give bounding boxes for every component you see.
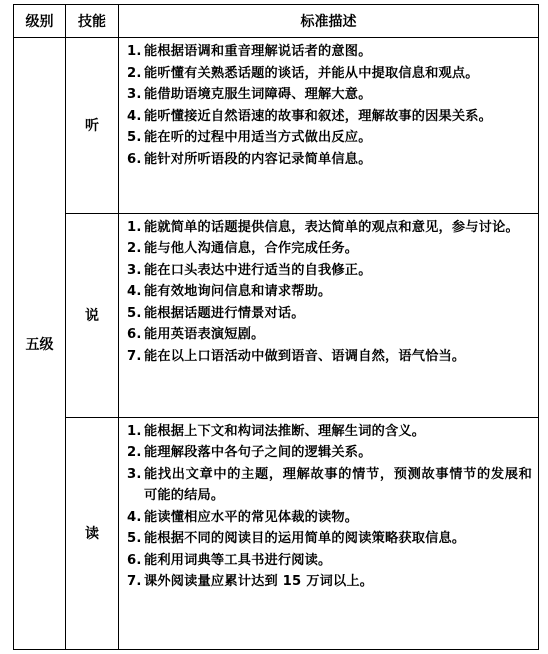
list-item xyxy=(127,507,532,529)
list-listening xyxy=(127,41,532,170)
description-speaking xyxy=(119,213,539,417)
item-number: 6. xyxy=(127,327,142,343)
item-number: 2. xyxy=(127,65,142,81)
item-text: 课外阅读量应累计达到 15 万词以上。 xyxy=(144,574,374,590)
item-text: 能在听的过程中用适当方式做出反应。 xyxy=(144,130,372,145)
item-number: 3. xyxy=(127,466,142,482)
list-item xyxy=(127,346,532,368)
item-number: 1. xyxy=(127,219,142,235)
header-row xyxy=(14,5,539,38)
section-row-reading xyxy=(14,417,539,649)
item-text: 能根据不同的阅读目的运用简单的阅读策略获取信息。 xyxy=(144,531,466,547)
item-text: 能找出文章中的主题，理解故事的情节，预测故事情节的发展和可能的结局。 xyxy=(144,466,532,504)
item-number: 5. xyxy=(127,531,142,547)
item-text: 能听懂接近自然语速的故事和叙述，理解故事的因果关系。 xyxy=(144,108,493,124)
list-item xyxy=(127,303,532,325)
header-standard: 标准描述 xyxy=(119,5,539,38)
description-listening xyxy=(119,38,539,214)
section-row-listening xyxy=(14,38,539,214)
item-text: 能在口头表达中进行适当的自我修正。 xyxy=(144,262,372,278)
list-item xyxy=(127,550,532,572)
header-skill: 技能 xyxy=(66,5,119,38)
standards-table xyxy=(13,4,539,650)
item-text: 能利用词典等工具书进行阅读。 xyxy=(144,552,332,568)
list-item xyxy=(127,238,532,260)
list-item xyxy=(127,528,532,550)
list-item xyxy=(127,281,532,303)
item-number: 3. xyxy=(127,87,142,102)
item-text: 能根据语调和重音理解说话者的意图。 xyxy=(144,44,372,59)
item-text: 能用英语表演短剧。 xyxy=(144,327,265,343)
item-number: 2. xyxy=(127,445,142,461)
item-number: 4. xyxy=(127,108,142,124)
item-number: 1. xyxy=(127,423,142,439)
list-reading xyxy=(127,421,532,593)
item-text: 能借助语境克服生词障碍、理解大意。 xyxy=(144,87,372,102)
skill-speaking: 说 xyxy=(66,213,119,417)
list-item xyxy=(127,84,532,106)
item-number: 4. xyxy=(127,284,142,300)
item-text: 能针对所听语段的内容记录简单信息。 xyxy=(144,151,372,167)
list-item xyxy=(127,442,532,464)
item-number: 4. xyxy=(127,509,142,525)
list-item xyxy=(127,127,532,149)
item-number: 2. xyxy=(127,241,142,257)
item-number: 5. xyxy=(127,130,142,145)
list-speaking xyxy=(127,217,532,368)
item-text: 能有效地询问信息和请求帮助。 xyxy=(144,284,332,300)
header-level: 级别 xyxy=(14,5,66,38)
item-text: 能就简单的话题提供信息，表达简单的观点和意见，参与讨论。 xyxy=(144,219,519,235)
level-cell: 五级 xyxy=(14,38,66,650)
item-number: 7. xyxy=(127,574,142,590)
item-number: 6. xyxy=(127,552,142,568)
list-item xyxy=(127,324,532,346)
item-text: 能根据话题进行情景对话。 xyxy=(144,305,305,321)
skill-reading: 读 xyxy=(66,417,119,649)
item-text: 能听懂有关熟悉话题的谈话，并能从中提取信息和观点。 xyxy=(144,65,479,81)
list-item xyxy=(127,421,532,443)
list-item xyxy=(127,106,532,128)
item-text: 能在以上口语活动中做到语音、语调自然，语气恰当。 xyxy=(144,348,466,364)
list-item xyxy=(127,41,532,63)
list-item xyxy=(127,217,532,239)
skill-listening: 听 xyxy=(66,38,119,214)
item-text: 能读懂相应水平的常见体裁的读物。 xyxy=(144,509,359,525)
item-text: 能理解段落中各句子之间的逻辑关系。 xyxy=(144,445,372,461)
item-number: 1. xyxy=(127,44,142,59)
list-item xyxy=(127,464,532,507)
item-text: 能与他人沟通信息，合作完成任务。 xyxy=(144,241,359,257)
item-number: 7. xyxy=(127,348,142,364)
item-number: 6. xyxy=(127,151,142,167)
list-item xyxy=(127,571,532,593)
list-item xyxy=(127,149,532,171)
list-item xyxy=(127,260,532,282)
item-number: 3. xyxy=(127,262,142,278)
item-number: 5. xyxy=(127,305,142,321)
section-row-speaking xyxy=(14,213,539,417)
list-item xyxy=(127,63,532,85)
item-text: 能根据上下文和构词法推断、理解生词的含义。 xyxy=(144,423,426,439)
description-reading xyxy=(119,417,539,649)
